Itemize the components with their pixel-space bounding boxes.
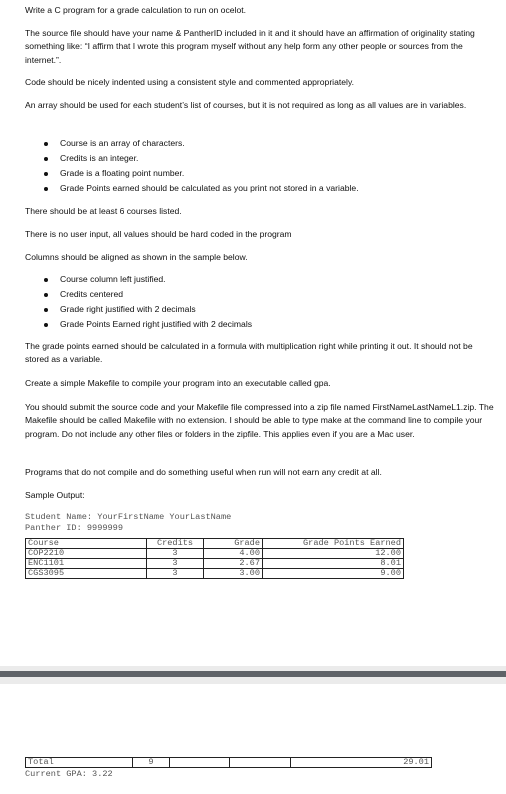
panther-id-line: Panther ID: 9999999 xyxy=(25,523,123,533)
list-item: Credits centered xyxy=(25,287,485,302)
cell-grade: 4.00 xyxy=(204,549,263,559)
page-separator-bar xyxy=(0,671,506,677)
total-empty-cell xyxy=(170,758,230,768)
total-row xyxy=(26,758,432,768)
cell-grade-points: 9.00 xyxy=(263,569,404,579)
total-grade-points: 29.01 xyxy=(291,758,432,768)
current-gpa-line: Current GPA: 3.22 xyxy=(25,769,113,779)
sample-output-heading: Sample Output: xyxy=(25,490,85,500)
list-item: Grade Points earned should be calculated as you print not stored in a variable. xyxy=(25,181,485,196)
bullet-list-data-types xyxy=(25,136,485,196)
list-item: Course column left justified. xyxy=(25,272,485,287)
list-item: Grade right justified with 2 decimals xyxy=(25,302,485,317)
list-item: Grade Points Earned right justified with 2 decimals xyxy=(25,317,485,332)
total-credits: 9 xyxy=(133,758,170,768)
header-grade: Grade xyxy=(204,539,263,549)
cell-grade-points: 8.01 xyxy=(263,559,404,569)
header-grade-points: Grade Points Earned xyxy=(263,539,404,549)
sample-output-table xyxy=(25,538,404,579)
total-table xyxy=(25,757,432,768)
cell-grade-points: 12.00 xyxy=(263,549,404,559)
paragraph-formula: The grade points earned should be calculated in a formula with multiplication right while printing it out. It should not be stored as a variable. xyxy=(25,341,473,365)
document-page-2 xyxy=(0,684,506,794)
paragraph-compile-warning: Programs that do not compile and do something useful when run will not earn any credit at all. xyxy=(25,467,382,477)
paragraph-submission: You should submit the source code and your Makefile file compressed into a zip file named FirstNameLastNameL1.zip. The Makefile should be called Makefile with no extension. I should be able to type make at the command line to compile your program. Do not include any other files or folders in the zipfile. This applies even if you are a Mac user. xyxy=(25,402,494,439)
total-empty-cell xyxy=(230,758,291,768)
paragraph-columns: Columns should be aligned as shown in the sample below. xyxy=(25,252,248,262)
paragraph-indentation: Code should be nicely indented using a consistent style and commented appropriately. xyxy=(25,77,354,87)
total-label: Total xyxy=(26,758,133,768)
cell-credits: 3 xyxy=(147,559,204,569)
cell-course: COP2210 xyxy=(26,549,147,559)
table-row xyxy=(26,569,404,579)
cell-credits: 3 xyxy=(147,569,204,579)
table-row xyxy=(26,559,404,569)
paragraph-source-file: The source file should have your name & PantherID included in it and it should have an affirmation of originality stating something like: “I affirm that I wrote this program myself without any help form any other people or sources from the internet.”. xyxy=(25,28,475,65)
paragraph-no-input: There is no user input, all values should be hard coded in the program xyxy=(25,229,292,239)
header-credits: Credits xyxy=(147,539,204,549)
cell-grade: 2.67 xyxy=(204,559,263,569)
paragraph-array: An array should be used for each student’s list of courses, but it is not required as long as all values are in variables. xyxy=(25,100,467,110)
student-name-line: Student Name: YourFirstName YourLastName xyxy=(25,512,232,522)
cell-course: ENC1101 xyxy=(26,559,147,569)
cell-grade: 3.00 xyxy=(204,569,263,579)
paragraph-makefile: Create a simple Makefile to compile your program into an executable called gpa. xyxy=(25,378,331,388)
list-item: Credits is an integer. xyxy=(25,151,485,166)
bullet-list-alignment xyxy=(25,272,485,332)
cell-course: CGS3095 xyxy=(26,569,147,579)
header-course: Course xyxy=(26,539,147,549)
table-row xyxy=(26,549,404,559)
assignment-title: Write a C program for a grade calculation to run on ocelot. xyxy=(25,5,247,15)
table-header-row xyxy=(26,539,404,549)
list-item: Grade is a floating point number. xyxy=(25,166,485,181)
paragraph-min-courses: There should be at least 6 courses listed. xyxy=(25,206,182,216)
cell-credits: 3 xyxy=(147,549,204,559)
list-item: Course is an array of characters. xyxy=(25,136,485,151)
